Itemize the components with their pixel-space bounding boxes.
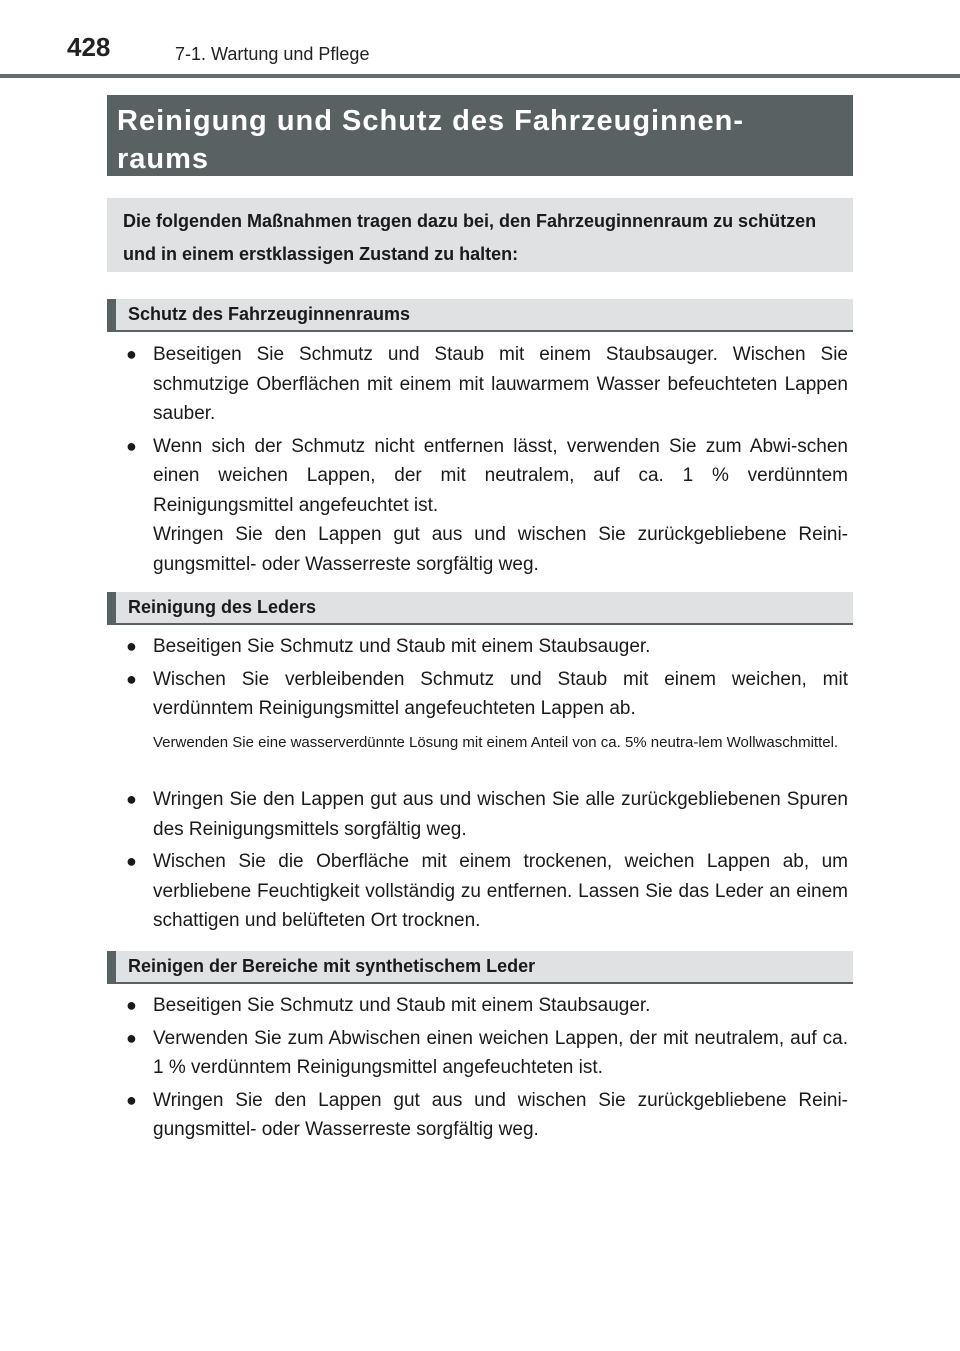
list-item-text: Beseitigen Sie Schmutz und Staub mit einem Staubsauger.: [153, 995, 651, 1016]
bullet-icon: ●: [126, 851, 137, 871]
bullet-icon: ●: [126, 435, 137, 456]
list-item: [126, 432, 848, 580]
list-item: [126, 991, 848, 1021]
bullet-icon: ●: [126, 789, 137, 809]
bullet-icon: ●: [126, 344, 137, 364]
page-title-line-2: raums: [117, 143, 210, 175]
list-item: [126, 785, 848, 844]
chapter-title: 7-1. Wartung und Pflege: [175, 44, 370, 64]
section-heading-synthetisch: Reinigen der Bereiche mit synthetischem Leder: [107, 951, 853, 984]
list-item-text: Wischen Sie die Oberfläche mit einem trockenen, weichen Lappen ab, um verbliebene Feuchtigkeit vollständig zu entfernen. Lassen Sie das Leder an einem schattigen und belüfteten Ort trocknen.: [153, 851, 848, 931]
list-item: [126, 847, 848, 936]
list-item: [126, 340, 848, 429]
list-item: [126, 632, 848, 662]
list-item-text: Wringen Sie den Lappen gut aus und wischen Sie alle zurückgebliebenen Spuren des Reinigungsmittels sorgfältig weg.: [153, 789, 848, 840]
list-item: [126, 1086, 848, 1145]
bullet-icon: ●: [126, 1027, 137, 1048]
list-item-text: Verwenden Sie zum Abwischen einen weichen Lappen, der mit neutralem, auf ca. 1 % verdünntem Reinigungsmittel angefeuchteten ist.: [153, 1027, 848, 1078]
page-title: [107, 95, 853, 176]
section-list-leder-b: [126, 785, 848, 936]
bullet-icon: ●: [126, 636, 137, 656]
page-header: [0, 0, 960, 80]
bullet-icon: ●: [126, 995, 137, 1015]
header-rule: [0, 74, 960, 78]
bullet-icon: ●: [126, 1089, 137, 1110]
list-item-text: Wenn sich der Schmutz nicht entfernen lässt, verwenden Sie zum Abwi-schen einen weichen Lappen, der mit neutralem, auf ca. 1 % verdünntem Reinigungsmittel angefeuchtet ist.: [153, 435, 848, 516]
section-list-schutz: [126, 340, 848, 579]
intro-box: Die folgenden Maßnahmen tragen dazu bei, den Fahrzeuginnenraum zu schützen und in einem erstklassigen Zustand zu halten:: [107, 198, 853, 272]
list-item: [126, 1024, 848, 1083]
list-item-text: Beseitigen Sie Schmutz und Staub mit einem Staubsauger. Wischen Sie schmutzige Oberflächen mit einem mit lauwarmem Wasser befeuchteten Lappen sauber.: [153, 344, 848, 424]
list-item: [126, 665, 848, 724]
page-title-line-1: Reinigung und Schutz des Fahrzeuginnen-: [117, 105, 745, 137]
list-item-text: Wischen Sie verbleibenden Schmutz und Staub mit einem weichen, mit verdünntem Reinigungsmittel angefeuchteten Lappen ab.: [153, 668, 848, 719]
page-number: 428: [67, 32, 111, 62]
section-heading-leder: Reinigung des Leders: [107, 592, 853, 625]
note-text: Verwenden Sie eine wasserverdünnte Lösung mit einem Anteil von ca. 5% neutra-lem Wollwaschmittel.: [153, 734, 839, 751]
list-item-text: Wringen Sie den Lappen gut aus und wischen Sie zurückgebliebene Reini-gungsmittel- oder Wasserreste sorgfältig weg.: [153, 1089, 848, 1140]
bullet-icon: ●: [126, 668, 137, 689]
section-list-leder-a: [126, 632, 848, 724]
section-list-synthetisch: [126, 991, 848, 1145]
section-heading-schutz: Schutz des Fahrzeuginnenraums: [107, 299, 853, 332]
list-item-text: Beseitigen Sie Schmutz und Staub mit einem Staubsauger.: [153, 636, 651, 657]
list-item-continuation: Wringen Sie den Lappen gut aus und wischen Sie zurückgebliebene Reini-gungsmittel- oder Wasserreste sorgfältig weg.: [153, 524, 848, 575]
